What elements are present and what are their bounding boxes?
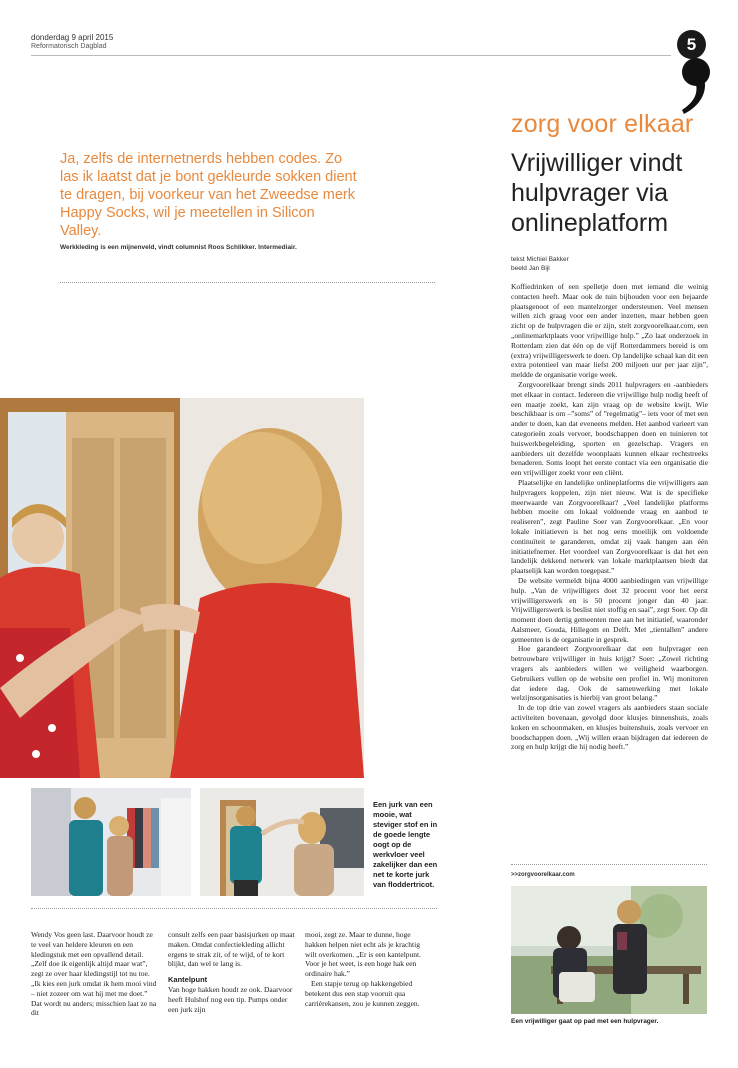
article-paragraph: Koffiedrinken of een spelletje doen met iemand die weinig contacten heeft. Maar ook de tuin bijhouden voor een bejaarde plaatsgenoot of een mantelzorger ondersteunen. Veel mensen willen zich graag voor een ander inzetten, maar hebben geen zicht op de hulpvragen die er zijn, stelt zorgvoorelkaar.com, een „onlinemarktplaats voor vrijwillige hulp.” „Zo laat onderzoek in Rotterdam zien dat één op de vijf Rotterdammers bereid is om (extra) vrijwilligerswerk te doen. Op landelijke schaal kan dit een extra potentieel van maar liefst 200 miljoen uur per jaar zijn”, meldde de organisatie vorige week. [511, 282, 709, 380]
column-paragraph: Van hoge hakken houdt ze ook. Daarvoor heeft Hulshof nog een tip. Pumps onder een jurk zijn [168, 984, 293, 1014]
newspaper-name: Reformatorisch Dagblad [31, 43, 107, 50]
column-text-3 [305, 930, 433, 1008]
article-paragraph: Plaatselijke en landelijke onlineplatforms die vrijwilligers aan hulpvragers koppelen, zijn niet nieuw. Wat is de specifieke meerwaarde van Zorgvoorelkaar? „Veel landelijke platforms hebben moeite om lokaal voldoende vraag en aanbod te realiseren”, zegt Pauline Soer van Zorgvoorelkaar. „En voor lokale initiatieven is het nog eens moeilijk om voldoende continuïteit te garanderen, omdat zij vaak hangen aan één initiatiefnemer. Het voordeel van Zorgvoorelkaar is dat het een landelijk dekkend netwerk van lokale marktplaatsen biedt dat plaatselijk kan worden toegepast.” [511, 477, 708, 576]
column-text-1 [31, 930, 159, 1018]
column-text-2 [168, 930, 296, 1014]
column-paragraph: mooi, zegt ze. Maar te dunne, hoge hakken helpen niet echt als je krachtig wilt overkomen. „Er is een kantelpunt. Voor je het weet, is een hoge hak een ordinaire hak.” [305, 930, 422, 979]
column-subhead: Kantelpunt [168, 975, 208, 985]
volunteer-photo-caption: Een vrijwilliger gaat op pad met een hulpvrager. [511, 1018, 659, 1025]
fitting-photo-caption: Een jurk van een mooie, wat steviger stof en in de goede lengte oogt op de werkvloer veel zakelijker dan een net te korte jurk van floddertricot. [373, 800, 438, 889]
article-paragraph: Hoe garandeert Zorgvoorelkaar dat een hulpvrager een betrouwbare vrijwilliger in huis krijgt? Soer: „Zowel richting vragers als aanbieders willen we veiligheid waarborgen. Gebruikers vullen op de website een profiel in. Wij monitoren dat iedere dag. Ook de samenwerking met lokale welzijnsorganisaties is hierbij van groot belang.” [511, 644, 708, 703]
comma-logo-icon [674, 56, 714, 116]
volunteer-photo [511, 886, 707, 1014]
issue-date: donderdag 9 april 2015 [31, 33, 114, 42]
credit-photo: beeld Jan Bijl [511, 265, 550, 272]
article-body [511, 282, 708, 752]
column-dotted-rule [60, 282, 435, 283]
bottom-dotted-rule [31, 908, 437, 909]
article-paragraph: In de top drie van zowel vragers als aanbieders staan sociale activiteiten bovenaan, gevolgd door klusjes binnenshuis, zoals koken en schoonmaken, en klusjes buitenshuis, zoals vervoer en boodschappen doen. „Wij willen eraan bijdragen dat iedereen de zorg en hulp krijgt die hij nodig heeft.” [511, 703, 708, 752]
column-intro: Werkkleding is een mijnenveld, vindt columnist Roos Schlikker. Intermediair. [60, 244, 297, 251]
article-paragraph: De website vermeldt bijna 4000 aanbiedingen van vrijwillige hulp. „Van de vrijwilligers doet 32 procent voor het eerst vrijwilligerswerk en is 50 procent jonger dan 40 jaar. Vrijwilligerswerk is beslist niet stoffig en saai”, zegt Soer. Op dit moment doen dertig gemeenten mee aan het initiatief, waaronder Aalsmeer, Gouda, Hillegom en Delft. Met „tientallen” andere gemeenten is de organisatie in gesprek. [511, 575, 708, 644]
column-paragraph: consult zelfs een paar basisjurken op maat maken. Omdat confectiekleding allicht ergens te strak zit, of te wijd, of te kort blijkt, dan wel te lang is. [168, 930, 295, 969]
column-paragraph: Een stapje terug op hakkengebied betekent dus een stap vooruit qua carrièrekansen, zou je kunnen zeggen. [305, 978, 420, 1008]
article-paragraph: Zorgvoorelkaar brengt sinds 2011 hulpvragers en -aanbieders met elkaar in contact. Iedereen die vrijwillige hulp nodig heeft of een maatje zoekt, kan zijn vraag op de website kwijt. Wie beschikbaar is om –”soms” of ”regelmatig”– iets voor of met een ander te doen, kan dat eveneens melden. Het aanbod varieert van categorieën zoals vervoer, boodschappen doen en tuinieren tot huiswerkbegeleiding, sporten en gezelschap. Vragers en aanbieders uit dezelfde woonplaats kunnen elkaar rechtstreeks benaderen. Soms loopt het eerste contact via een organisatie die een vrijwilliger zoekt voor een cliënt. [511, 379, 708, 478]
website-link[interactable]: >>zorgvoorelkaar.com [511, 872, 575, 878]
article-headline: Vrijwilliger vindt hulpvrager via onlineplatform [511, 149, 683, 237]
section-title: zorg voor elkaar [511, 110, 694, 138]
article-dotted-rule [511, 864, 707, 865]
adjusting-dress-photo [200, 788, 364, 896]
mirror-fitting-photo [0, 398, 364, 778]
closet-photo [31, 788, 191, 896]
column-paragraph: Wendy Vos geen last. Daarvoor houdt ze te veel van heldere kleuren en een kledingstuk met een opvallend detail. „Zelf doe ik eigenlijk altijd maar wat”, zegt ze over haar kledingstijl tot nu toe. „Ik kies een jurk omdat ik hem mooi vind – niet zozeer om wat hij met me doet.” Dat wordt nu anders; misschien laat ze na dit [31, 930, 157, 1018]
pull-quote: Ja, zelfs de internetnerds hebben codes. Zo las ik laatst dat je bont gekleurde sokken dient te dragen, bij voorkeur van het Zweedse merk Happy Socks, wil je meetellen in Silicon Valley. [60, 151, 357, 239]
page-number-badge: 5 [677, 30, 706, 59]
header-rule [31, 55, 671, 56]
credit-text: tekst Michiel Bakker [511, 256, 569, 263]
